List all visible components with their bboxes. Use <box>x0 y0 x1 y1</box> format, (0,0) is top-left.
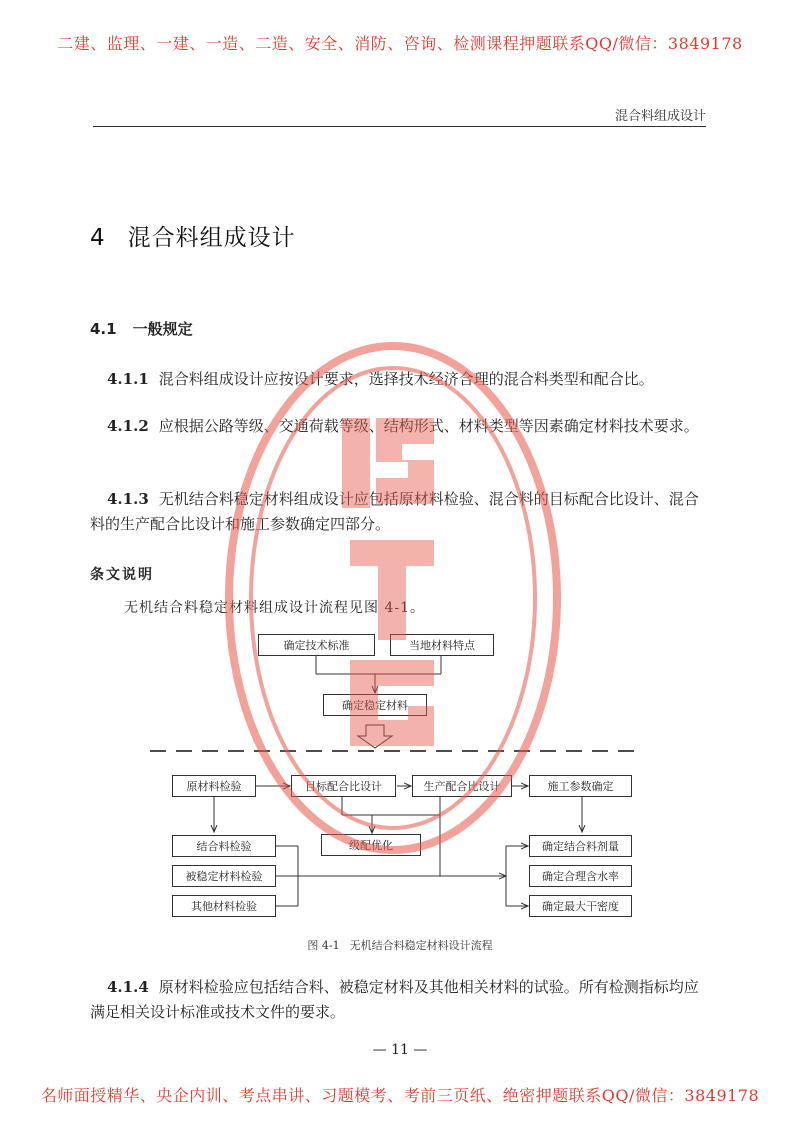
explanation-text: 无机结合料稳定材料组成设计流程见图 4-1。 <box>124 600 425 616</box>
flow-box-tech-standard: 确定技术标准 <box>258 634 375 656</box>
page-number: — 11 — <box>372 1042 428 1058</box>
running-header: 混合料组成设计 <box>614 109 706 124</box>
flow-box-production-mix: 生产配合比设计 <box>412 775 512 797</box>
clause-number: 4.1.3 <box>107 490 149 508</box>
chapter-number: 4 <box>90 225 106 251</box>
flow-box-other-test: 其他材料检验 <box>172 895 276 917</box>
flow-box-max-density: 确定最大干密度 <box>529 895 632 917</box>
flow-box-binder-test: 结合料检验 <box>172 835 276 857</box>
flow-box-stabilized-test: 被稳定材料检验 <box>172 865 276 887</box>
section-number: 4.1 <box>90 320 117 338</box>
figure-caption <box>0 937 800 953</box>
promo-banner-top: 二建、监理、一建、一造、二造、安全、消防、咨询、检测课程押题联系QQ/微信：3849178 <box>57 34 743 53</box>
flow-box-gradation: 级配优化 <box>321 834 421 856</box>
clause-text: 原材料检验应包括结合料、被稳定材料及其他相关材料的试验。所有检测指标均应满足相关设计标准或技术文件的要求。 <box>90 978 699 1021</box>
flow-box-stable-material: 确定稳定材料 <box>323 694 427 716</box>
flow-box-raw-test: 原材料检验 <box>172 775 256 797</box>
clause-text: 无机结合料稳定材料组成设计应包括原材料检验、混合料的目标配合比设计、混合料的生产配合比设计和施工参数确定四部分。 <box>90 490 699 533</box>
figure-caption-text: 无机结合料稳定材料设计流程 <box>349 939 493 952</box>
promo-banner-bottom: 名师面授精华、央企内训、考点串讲、习题模考、考前三页纸、绝密押题联系QQ/微信：3849178 <box>40 1086 760 1105</box>
clause-number: 4.1.4 <box>107 978 149 996</box>
flow-box-target-mix: 目标配合比设计 <box>291 775 396 797</box>
clause-text: 混合料组成设计应按设计要求，选择技术经济合理的混合料类型和配合比。 <box>158 370 654 388</box>
flow-box-local-material: 当地材料特点 <box>390 634 494 656</box>
explanation-heading: 条文说明 <box>90 567 154 583</box>
section-title: 一般规定 <box>132 320 193 338</box>
clause-text: 应根据公路等级、交通荷载等级、结构形式、材料类型等因素确定材料技术要求。 <box>158 417 699 435</box>
figure-number: 图 4-1 <box>307 939 340 952</box>
clause-paragraph <box>90 975 712 1025</box>
flow-box-construction-params: 施工参数确定 <box>529 775 632 797</box>
flow-box-water-content: 确定合理含水率 <box>529 865 632 887</box>
clause-number: 4.1.2 <box>107 417 149 435</box>
clause-number: 4.1.1 <box>107 370 149 388</box>
chapter-title-text: 混合料组成设计 <box>127 225 296 251</box>
flow-box-binder-dosage: 确定结合料剂量 <box>529 835 632 857</box>
